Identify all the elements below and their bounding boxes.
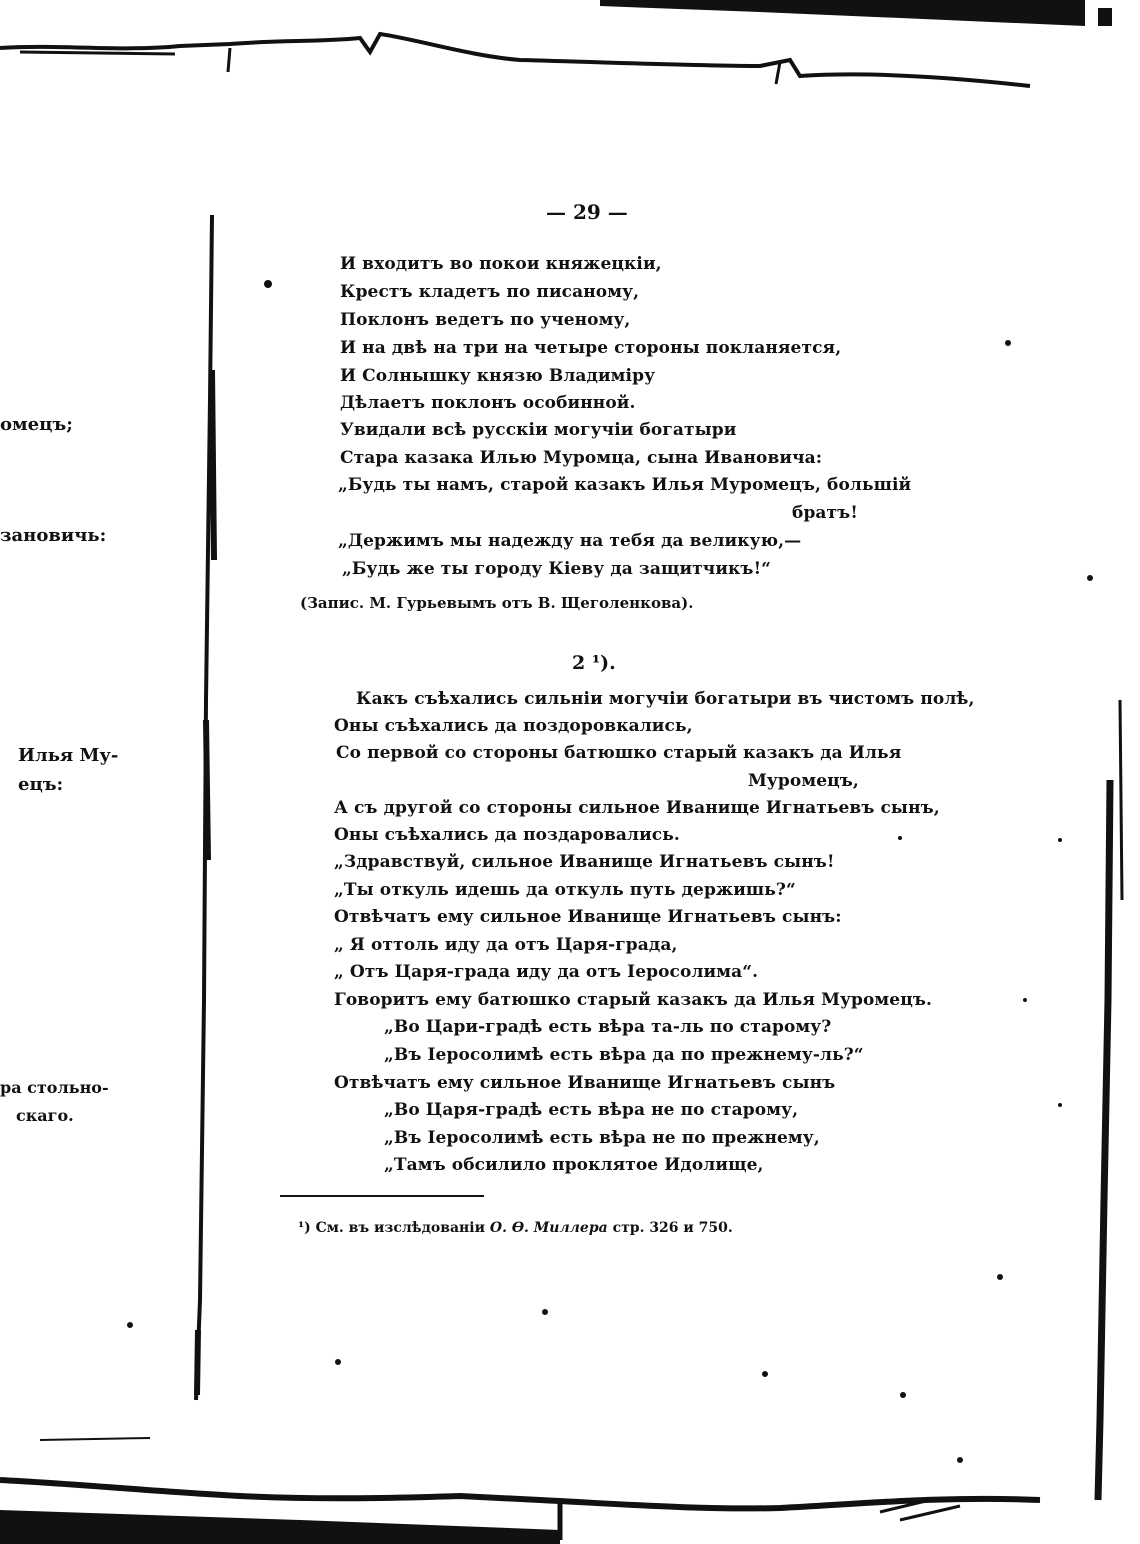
poem-line: „Держимъ мы надежду на тебя да великую,— <box>338 531 802 551</box>
poem-line: „Будь ты намъ, старой казакъ Илья Муромецъ, большій <box>338 475 912 495</box>
poem-line: „Тамъ обсилило проклятое Идолище, <box>384 1155 764 1175</box>
footnote <box>298 1220 733 1236</box>
poem-line: „Во Цари-градѣ есть вѣра та-ль по старому? <box>384 1017 832 1037</box>
top-torn-edge <box>0 34 1030 86</box>
footnote-author: О. Ѳ. Миллера <box>489 1220 608 1236</box>
poem-line: Со первой со стороны батюшко старый казакъ да Илья <box>336 743 902 763</box>
poem-line: И на двѣ на три на четыре стороны покланяется, <box>340 338 842 358</box>
poem-line: Оны съѣхались да поздоровкались, <box>334 716 693 736</box>
left-fragment: зановичь: <box>0 525 107 546</box>
poem-line: Стара казака Илью Муромца, сына Ивановича: <box>340 448 823 468</box>
left-fragment: ецъ: <box>18 774 64 795</box>
poem-line-continuation: братъ! <box>792 503 858 523</box>
poem-line: Говоритъ ему батюшко старый казакъ да Илья Муромецъ. <box>334 990 933 1010</box>
page-number: — 29 — <box>546 200 628 224</box>
poem-line: „ Отъ Царя-града иду да отъ Іеросолима“. <box>334 962 759 982</box>
bottom-torn-edge <box>0 1480 1040 1508</box>
footnote-prefix: ¹) См. въ изслѣдованіи <box>298 1220 485 1236</box>
attribution: (Запис. М. Гурьевымъ отъ В. Щеголенкова). <box>300 594 694 612</box>
left-fragment: омецъ; <box>0 414 73 435</box>
poem-line: Крестъ кладетъ по писаному, <box>340 282 640 302</box>
poem-line: „Ты откуль идешь да откуль путь держишь?“ <box>334 880 796 900</box>
poem-line: Увидали всѣ русскіи могучіи богатыри <box>340 420 737 440</box>
top-right-mark <box>1098 8 1112 26</box>
poem-line: „Во Царя-градѣ есть вѣра не по старому, <box>384 1100 799 1120</box>
poem-line: „Здравствуй, сильное Иванище Игнатьевъ сынъ! <box>334 852 835 872</box>
poem-line: И входитъ во покои княжецкіи, <box>340 254 662 274</box>
poem-line: Отвѣчатъ ему сильное Иванище Игнатьевъ сынъ <box>334 1073 836 1093</box>
poem-line: Отвѣчатъ ему сильное Иванище Игнатьевъ сынъ: <box>334 907 842 927</box>
left-fragment: скаго. <box>16 1106 74 1125</box>
poem-line: Дѣлаетъ поклонъ особинной. <box>340 393 636 413</box>
left-fragment: ра стольно- <box>0 1078 109 1097</box>
poem-line: „Въ Іеросолимѣ есть вѣра да по прежнему-ль?“ <box>384 1045 864 1065</box>
poem-line-continuation: Муромецъ, <box>748 771 859 791</box>
poem-line: И Солнышку князю Владиміру <box>340 366 656 386</box>
bottom-dark-band <box>0 1510 560 1544</box>
section-number: 2 ¹). <box>572 652 616 674</box>
poem-line: Поклонъ ведетъ по ученому, <box>340 310 631 330</box>
poem-line: Какъ съѣхались сильніи могучіи богатыри въ чистомъ полѣ, <box>356 689 975 709</box>
right-edge-streak <box>1098 780 1110 1500</box>
poem-line: „Будь же ты городу Кіеву да защитчикъ!“ <box>342 559 772 579</box>
poem-line: А съ другой со стороны сильное Иванище Игнатьевъ сынъ, <box>334 798 940 818</box>
poem-line: Оны съѣхались да поздаровались. <box>334 825 680 845</box>
top-dark-band <box>600 0 1085 26</box>
left-fragment: Илья Му- <box>18 745 119 766</box>
poem-line: „Въ Іеросолимѣ есть вѣра не по прежнему, <box>384 1128 820 1148</box>
footnote-suffix: стр. 326 и 750. <box>612 1220 733 1236</box>
poem-line: „ Я оттоль иду да отъ Царя-града, <box>334 935 678 955</box>
